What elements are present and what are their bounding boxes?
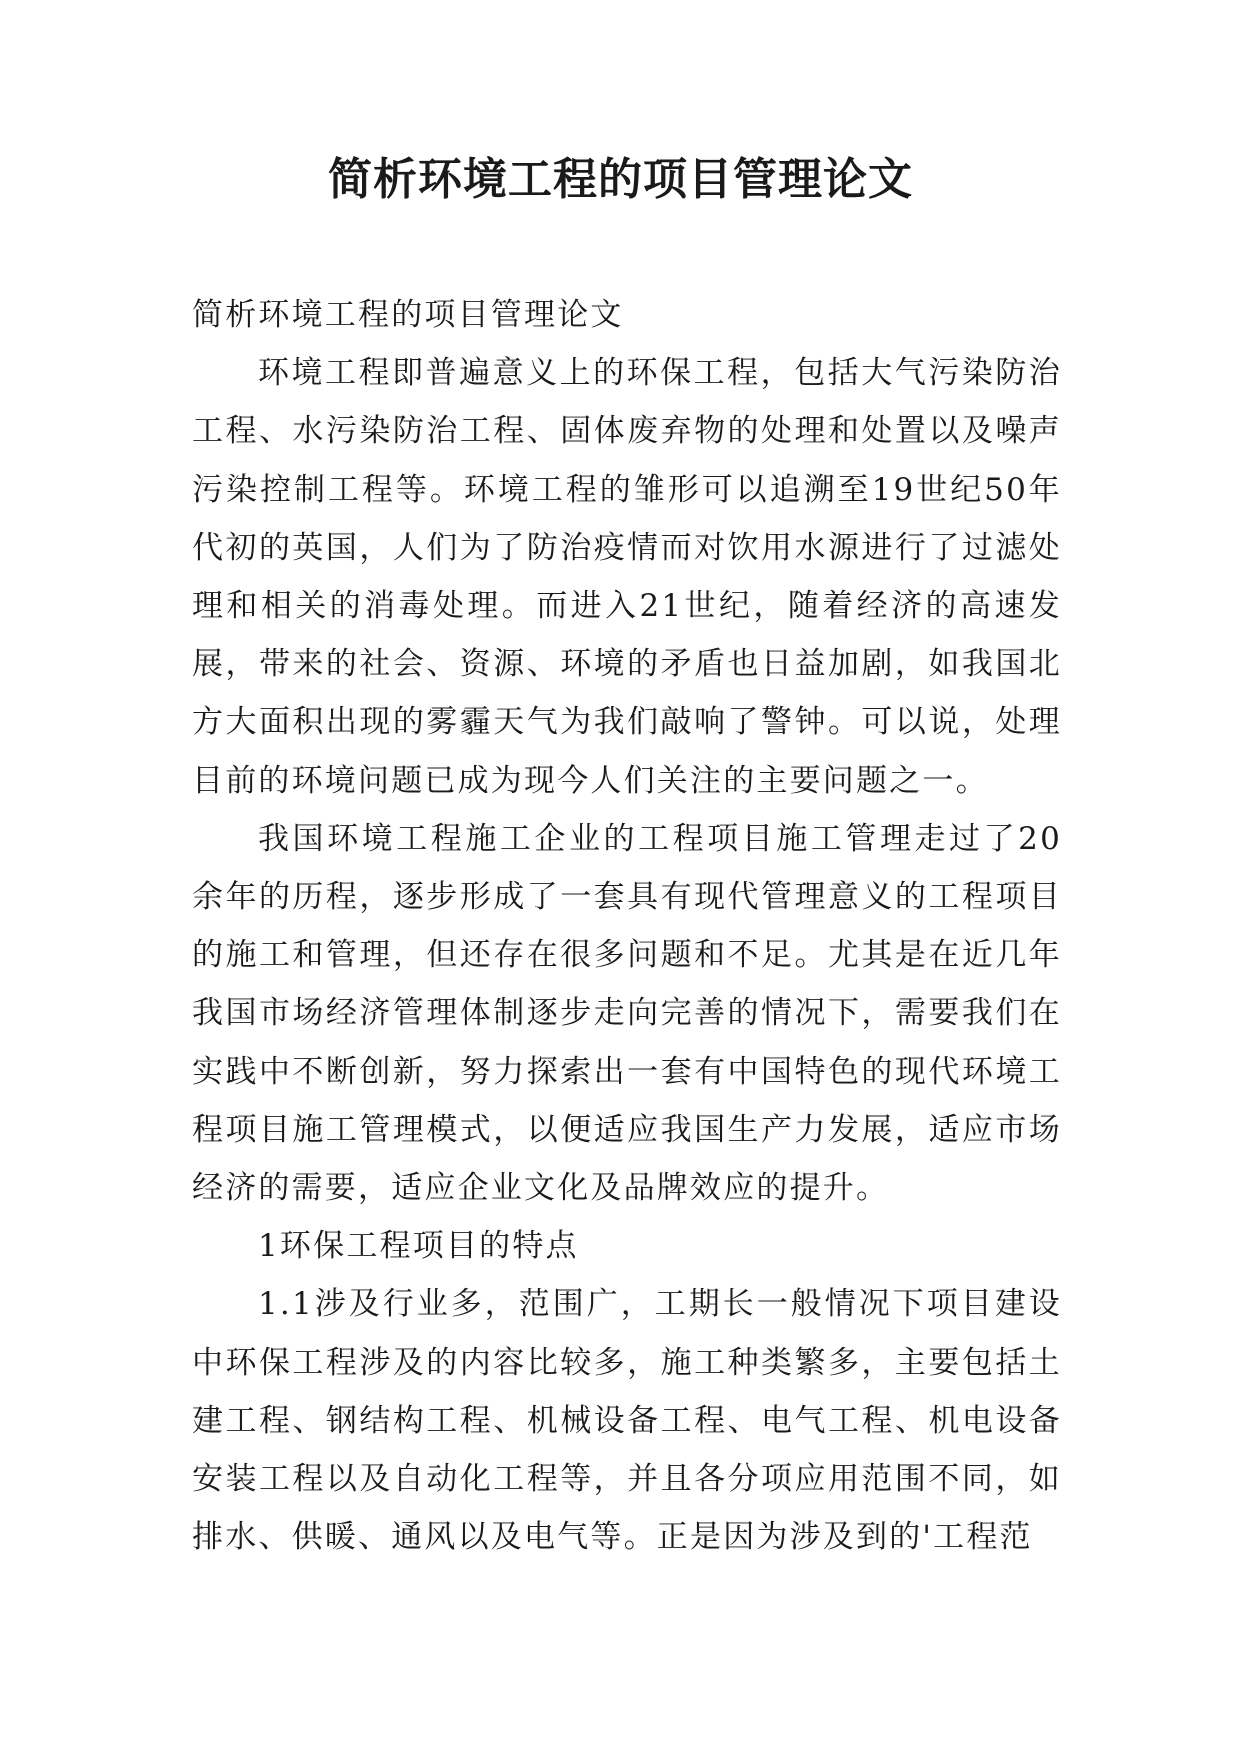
paragraph-history: 我国环境工程施工企业的工程项目施工管理走过了20余年的历程，逐步形成了一套具有现代管理意义的工程项目的施工和管理，但还存在很多问题和不足。尤其是在近几年我国市场经济管理体制逐步走向完善的情况下，需要我们在实践中不断创新，努力探索出一套有中国特色的现代环境工程项目施工管理模式，以便适应我国生产力发展，适应市场经济的需要，适应企业文化及品牌效应的提升。 bbox=[192, 820, 1062, 1207]
document-title: 简析环境工程的项目管理论文 bbox=[328, 154, 913, 205]
document-body bbox=[192, 286, 1062, 1566]
body-heading: 简析环境工程的项目管理论文 bbox=[192, 297, 624, 333]
paragraph-intro: 环境工程即普遍意义上的环保工程，包括大气污染防治工程、水污染防治工程、固体废弃物的处理和处置以及噪声污染控制工程等。环境工程的雏形可以追溯至19世纪50年代初的英国，人们为了防治疫情而对饮用水源进行了过滤处理和相关的消毒处理。而进入21世纪，随着经济的高速发展，带来的社会、资源、环境的矛盾也日益加剧，如我国北方大面积出现的雾霾天气为我们敲响了警钟。可以说，处理目前的环境问题已成为现今人们关注的主要问题之一。 bbox=[192, 355, 1062, 799]
section-heading-1: 1环保工程项目的特点 bbox=[258, 1228, 579, 1265]
paragraph-1-1: 1.1涉及行业多，范围广，工期长一般情况下项目建设中环保工程涉及的内容比较多，施工种类繁多，主要包括土建工程、钢结构工程、机械设备工程、电气工程、机电设备安装工程以及自动化工程等，并且各分项应用范围不同，如排水、供暖、通风以及电气等。正是因为涉及到的'工程范 bbox=[192, 1286, 1062, 1556]
